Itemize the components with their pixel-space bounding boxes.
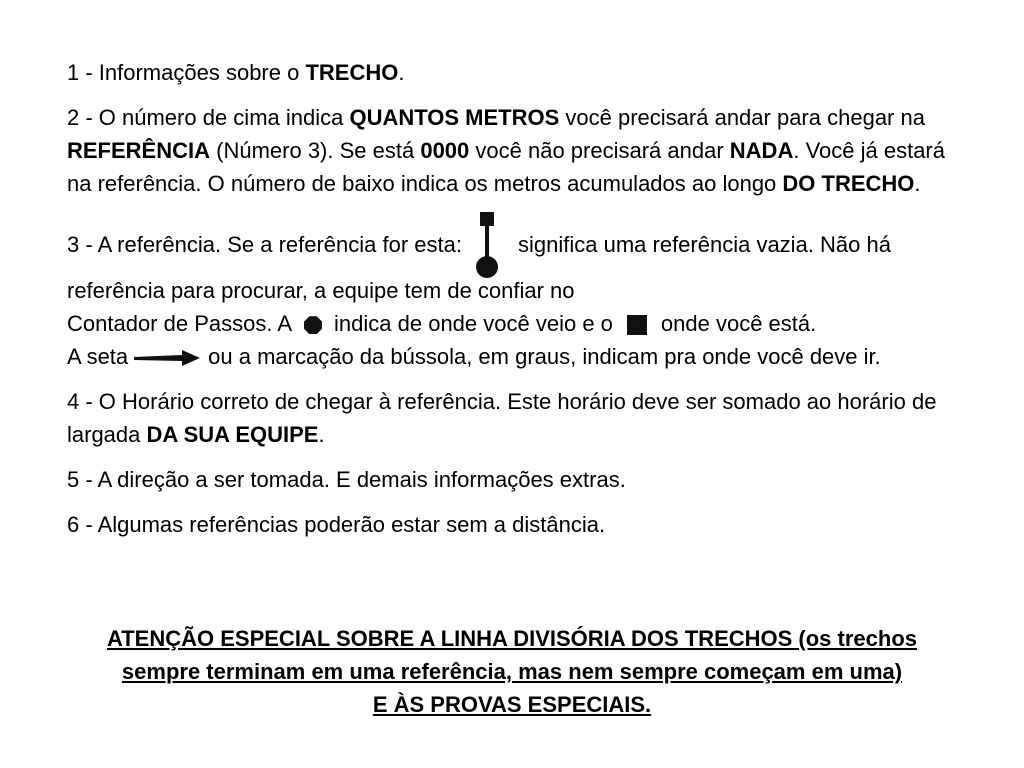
item-3-text-6: A seta — [67, 344, 129, 369]
item-2-text-5: . Você já estará na referência. O número de baixo indica os metros acumulados ao longo — [67, 138, 945, 196]
item-3-text-1: 3 - A referência. Se a referência for esta: — [67, 232, 462, 257]
item-3-text-3: Contador de Passos. A — [67, 311, 293, 336]
item-4-bold: DA SUA EQUIPE — [146, 422, 319, 447]
item-1-text: 1 - Informações sobre o — [67, 60, 306, 85]
item-1 — [67, 56, 967, 89]
item-2-text-2: você precisará andar para chegar na — [559, 105, 925, 130]
item-2-bold-1: QUANTOS METROS — [349, 105, 560, 130]
item-1-bold: TRECHO — [305, 60, 399, 85]
item-2 — [67, 101, 967, 200]
item-4-text-1: 4 - O Horário correto de chegar à referência. Este horário deve ser somado ao horário de largada — [67, 389, 937, 447]
item-2-bold-2: REFERÊNCIA — [67, 138, 211, 163]
attention-line-3: E ÀS PROVAS ESPECIAIS. — [372, 692, 652, 717]
item-4-text-2: . — [318, 422, 325, 447]
octagon-icon — [304, 316, 322, 334]
item-3 — [67, 212, 967, 373]
item-3-text-7: ou a marcação da bússola, em graus, indicam pra onde você deve ir. — [208, 344, 881, 369]
item-4 — [67, 385, 967, 451]
item-2-text-4: você não precisará andar — [469, 138, 730, 163]
item-5: 5 - A direção a ser tomada. E demais informações extras. — [67, 467, 626, 492]
item-2-bold-4: NADA — [729, 138, 794, 163]
item-2-text-3: (Número 3). Se está — [210, 138, 421, 163]
instructions-list — [67, 56, 967, 553]
item-2-text-1: 2 - O número de cima indica — [67, 105, 350, 130]
item-6: 6 - Algumas referências poderão estar sem a distância. — [67, 512, 606, 537]
item-3-text-4: indica de onde você veio e o — [334, 311, 613, 336]
item-1-end: . — [398, 60, 405, 85]
attention-line-1: ATENÇÃO ESPECIAL SOBRE A LINHA DIVISÓRIA DOS TRECHOS (os trechos — [106, 626, 917, 651]
square-icon — [627, 315, 647, 335]
item-2-bold-3: 0000 — [420, 138, 470, 163]
attention-note — [40, 622, 984, 721]
item-3-text-2: significa uma referência vazia. Não há referência para procurar, a equipe tem de confiar no — [67, 232, 891, 303]
item-2-bold-5: DO TRECHO — [782, 171, 915, 196]
item-3-text-5: onde você está. — [660, 311, 817, 336]
empty-reference-marker-icon — [476, 212, 504, 274]
attention-line-2: sempre terminam em uma referência, mas nem sempre começam em uma) — [121, 659, 903, 684]
item-2-text-6: . — [914, 171, 921, 196]
arrow-right-icon — [134, 349, 200, 367]
